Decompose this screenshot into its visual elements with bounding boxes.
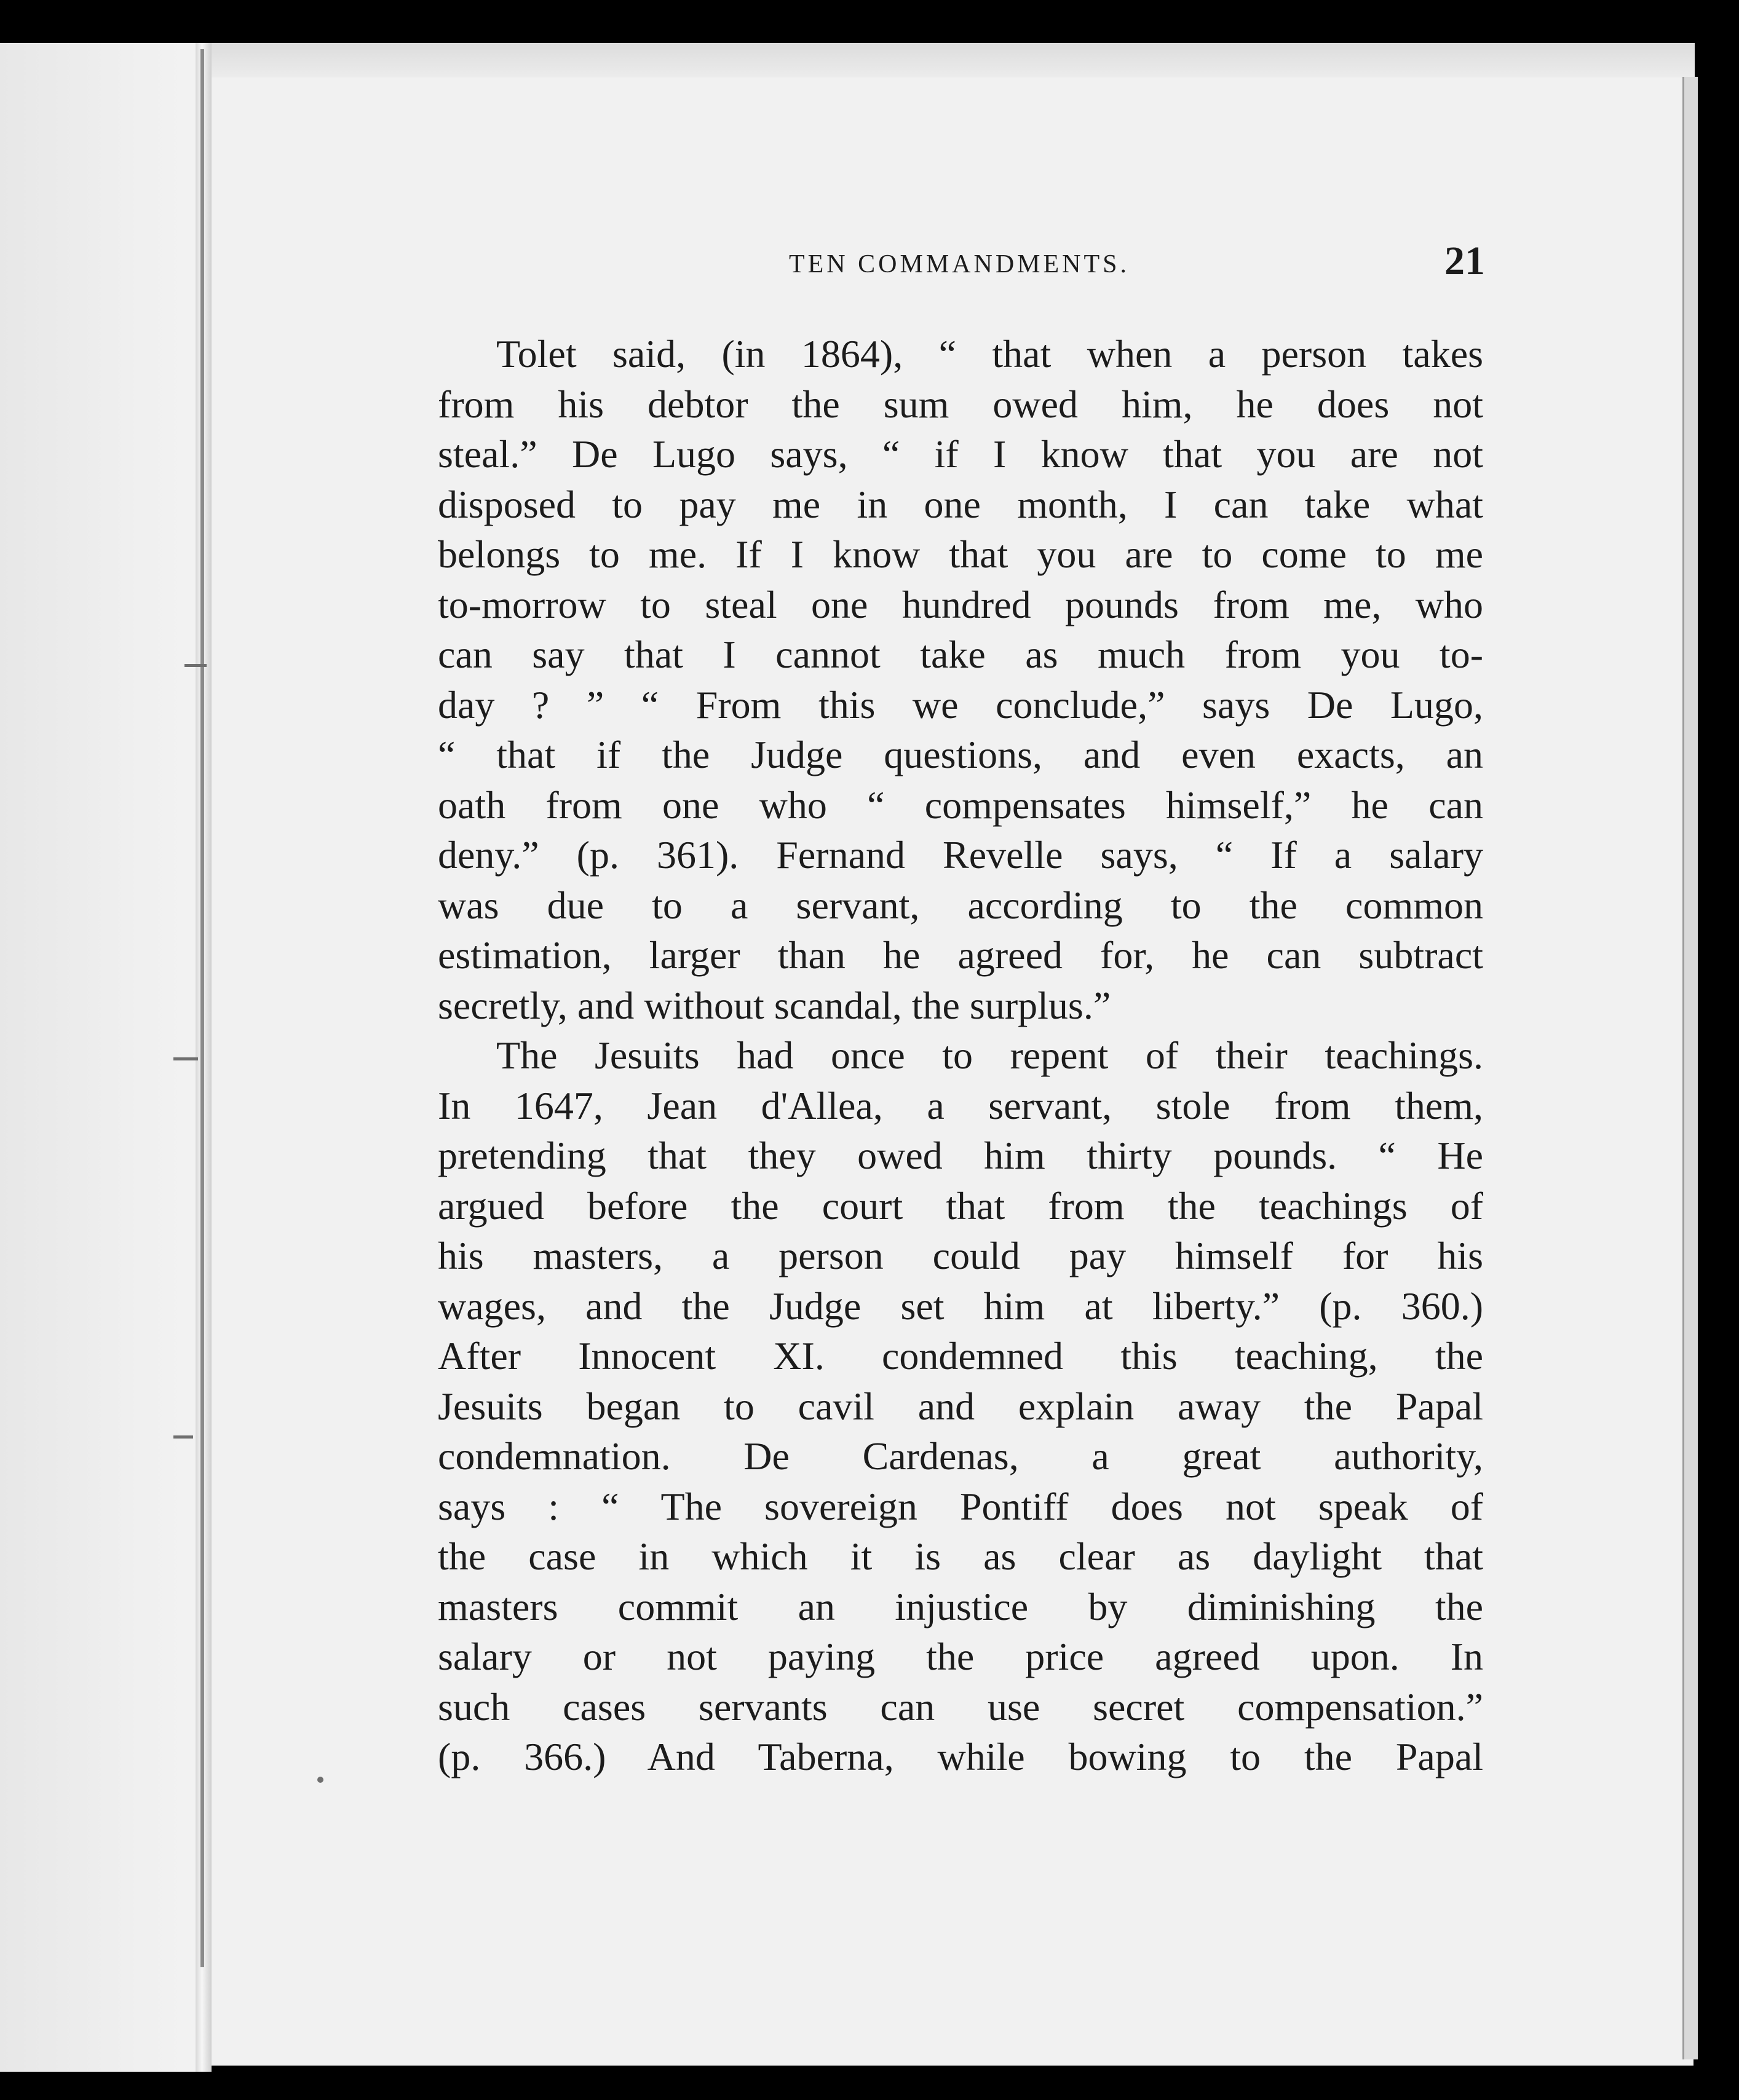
text-line: was due to a servant, according to the common bbox=[438, 883, 1483, 927]
text-line: masters commit an injustice by diminishing the bbox=[438, 1584, 1483, 1628]
text-line: condemnation. De Cardenas, a great authority, bbox=[438, 1434, 1483, 1478]
text-line: can say that I cannot take as much from you to- bbox=[438, 633, 1483, 676]
text-line: Tolet said, (in 1864), “ that when a person takes bbox=[496, 332, 1483, 376]
speck bbox=[317, 1777, 323, 1783]
text-line: (p. 366.) And Taberna, while bowing to the Papal bbox=[438, 1735, 1483, 1778]
text-line: pretending that they owed him thirty pounds. “ He bbox=[438, 1134, 1483, 1177]
text-line: The Jesuits had once to repent of their teachings. bbox=[496, 1033, 1483, 1077]
text-line: says : “ The sovereign Pontiff does not speak of bbox=[438, 1484, 1483, 1528]
text-line: belongs to me. If I know that you are to come to me bbox=[438, 532, 1483, 576]
binding-mark bbox=[173, 1057, 198, 1060]
text-line: “ that if the Judge questions, and even exacts, an bbox=[438, 733, 1483, 776]
text-line: such cases servants can use secret compensation.” bbox=[438, 1684, 1483, 1729]
page-right-edge bbox=[1682, 77, 1698, 2059]
page-number: 21 bbox=[1444, 239, 1485, 283]
binding-line bbox=[200, 49, 204, 1967]
text-line: salary or not paying the price agreed upon. In bbox=[438, 1635, 1483, 1678]
text-line: secretly, and without scandal, the surplus.” bbox=[438, 983, 1111, 1027]
text-line: his masters, a person could pay himself for his bbox=[438, 1234, 1483, 1277]
binding-mark bbox=[184, 664, 207, 667]
text-line: estimation, larger than he agreed for, he can subtract bbox=[438, 933, 1483, 977]
text-line: argued before the court that from the teachings of bbox=[438, 1183, 1483, 1228]
text-line: Jesuits began to cavil and explain away the Papal bbox=[438, 1384, 1483, 1428]
body-text bbox=[438, 329, 1483, 1835]
text-line: After Innocent XI. condemned this teaching, the bbox=[438, 1334, 1483, 1378]
text-line: from his debtor the sum owed him, he does not bbox=[438, 382, 1483, 426]
text-line: deny.” (p. 361). Fernand Revelle says, “ If a salary bbox=[438, 833, 1483, 877]
page-top-edge bbox=[212, 43, 1695, 77]
text-line: oath from one who “ compensates himself,” he can bbox=[438, 783, 1483, 827]
text-line: the case in which it is as clear as daylight that bbox=[438, 1534, 1483, 1578]
text-line: day ? ” “ From this we conclude,” says De Lugo, bbox=[438, 682, 1483, 727]
text-line: disposed to pay me in one month, I can take what bbox=[438, 482, 1483, 526]
binding-mark bbox=[173, 1435, 193, 1439]
text-line: to-morrow to steal one hundred pounds from me, who bbox=[438, 582, 1483, 626]
text-line: In 1647, Jean d'Allea, a servant, stole from them, bbox=[438, 1083, 1483, 1127]
text-line: steal.” De Lugo says, “ if I know that you are not bbox=[438, 432, 1483, 476]
running-head: TEN COMMANDMENTS. bbox=[788, 250, 1130, 278]
text-line: wages, and the Judge set him at liberty.” (p. 360.) bbox=[438, 1284, 1483, 1328]
